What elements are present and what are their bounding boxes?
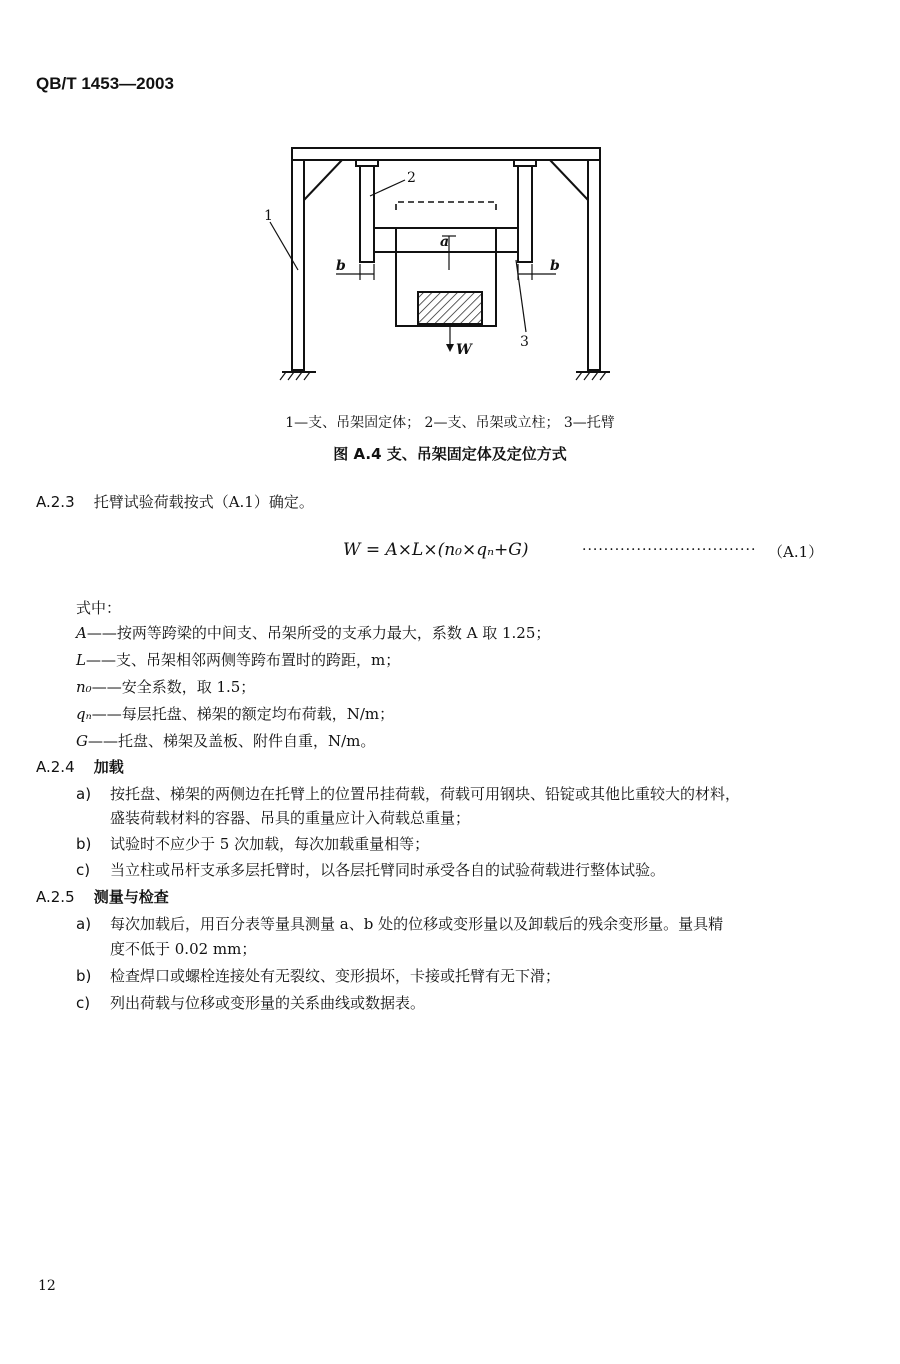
label-a: a xyxy=(440,234,450,250)
description: ——托盘、梯架及盖板、附件自重，N/m。 xyxy=(87,732,376,750)
list-item-line: 列出荷载与位移或变形量的关系曲线或数据表。 xyxy=(110,994,426,1012)
list-item-line: 检查焊口或螺栓连接处有无裂纹、变形损坏，卡接或托臂有无下滑； xyxy=(110,967,561,985)
label-b-left: b xyxy=(336,258,346,274)
label-b-right: b xyxy=(550,258,560,274)
list-item-line: 盛装荷载材料的容器、吊具的重量应计入荷载总重量； xyxy=(110,809,471,827)
list-item xyxy=(76,860,90,880)
item-mark: b) xyxy=(76,967,92,985)
section-number: A.2.5 xyxy=(36,888,75,906)
list-item xyxy=(76,993,90,1013)
symbol: qₙ xyxy=(76,705,92,723)
description: ——按两等跨梁的中间支、吊架所受的支承力最大，系数 A 取 1.25； xyxy=(86,624,551,642)
list-item-line: 试验时不应少于 5 次加载，每次加载重量相等； xyxy=(110,835,430,853)
figure-title: 图 A.4 支、吊架固定体及定位方式 xyxy=(333,445,567,463)
item-mark: c) xyxy=(76,994,91,1012)
section-text: 托臂试验荷载按式（A.1）确定。 xyxy=(93,493,314,511)
label-2: 2 xyxy=(407,170,416,186)
formula-ref: （A.1） xyxy=(768,543,824,561)
symbol: n₀ xyxy=(76,678,92,696)
item-mark: c) xyxy=(76,861,91,879)
standard-code: QB/T 1453—2003 xyxy=(36,74,174,93)
figure-a4-diagram xyxy=(264,140,610,390)
label-w: W xyxy=(456,342,472,358)
description: ——支、吊架相邻两侧等跨布置时的跨距，m； xyxy=(85,651,401,669)
label-1: 1 xyxy=(264,208,273,224)
symbol: G xyxy=(76,732,88,750)
formula-dots: ································ xyxy=(582,542,757,558)
section-number: A.2.3 xyxy=(36,493,75,511)
item-mark: a) xyxy=(76,915,92,933)
label-3: 3 xyxy=(520,334,529,350)
where-item-n0 xyxy=(76,677,255,697)
figure-legend: 1—支、吊架固定体； 2—支、吊架或立柱； 3—托臂 xyxy=(285,415,615,431)
list-item xyxy=(76,914,91,934)
section-a23 xyxy=(36,492,314,512)
section-title: 测量与检查 xyxy=(93,888,169,906)
formula-a1: W = A×L×(n₀×qₙ+G) xyxy=(343,540,529,560)
list-item-line: 当立柱或吊杆支承多层托臂时，以各层托臂同时承受各自的试验荷载进行整体试验。 xyxy=(110,861,666,879)
item-mark: b) xyxy=(76,835,92,853)
list-item xyxy=(76,966,91,986)
section-a24-heading xyxy=(36,757,124,777)
description: ——每层托盘、梯架的额定均布荷载，N/m； xyxy=(91,705,395,723)
list-item xyxy=(76,784,91,804)
page-number: 12 xyxy=(38,1278,56,1294)
list-item xyxy=(76,834,91,854)
description: ——安全系数，取 1.5； xyxy=(91,678,256,696)
list-item-line: 每次加载后，用百分表等量具测量 a、b 处的位移或变形量以及卸载后的残余变形量。量具精 xyxy=(110,915,724,933)
section-title: 加载 xyxy=(93,758,124,776)
where-item-g xyxy=(76,731,375,751)
item-mark: a) xyxy=(76,785,92,803)
where-item-l xyxy=(76,650,400,670)
symbol: L xyxy=(76,651,86,669)
where-item-qn xyxy=(76,704,394,724)
where-intro: 式中： xyxy=(76,599,122,617)
list-item-line: 按托盘、梯架的两侧边在托臂上的位置吊挂荷载，荷载可用钢块、铅锭或其他比重较大的材料， xyxy=(110,785,741,803)
section-a25-heading xyxy=(36,887,169,907)
symbol: A xyxy=(76,624,87,642)
section-number: A.2.4 xyxy=(36,758,75,776)
list-item-line: 度不低于 0.02 mm； xyxy=(110,940,257,958)
where-item-a xyxy=(76,623,550,643)
